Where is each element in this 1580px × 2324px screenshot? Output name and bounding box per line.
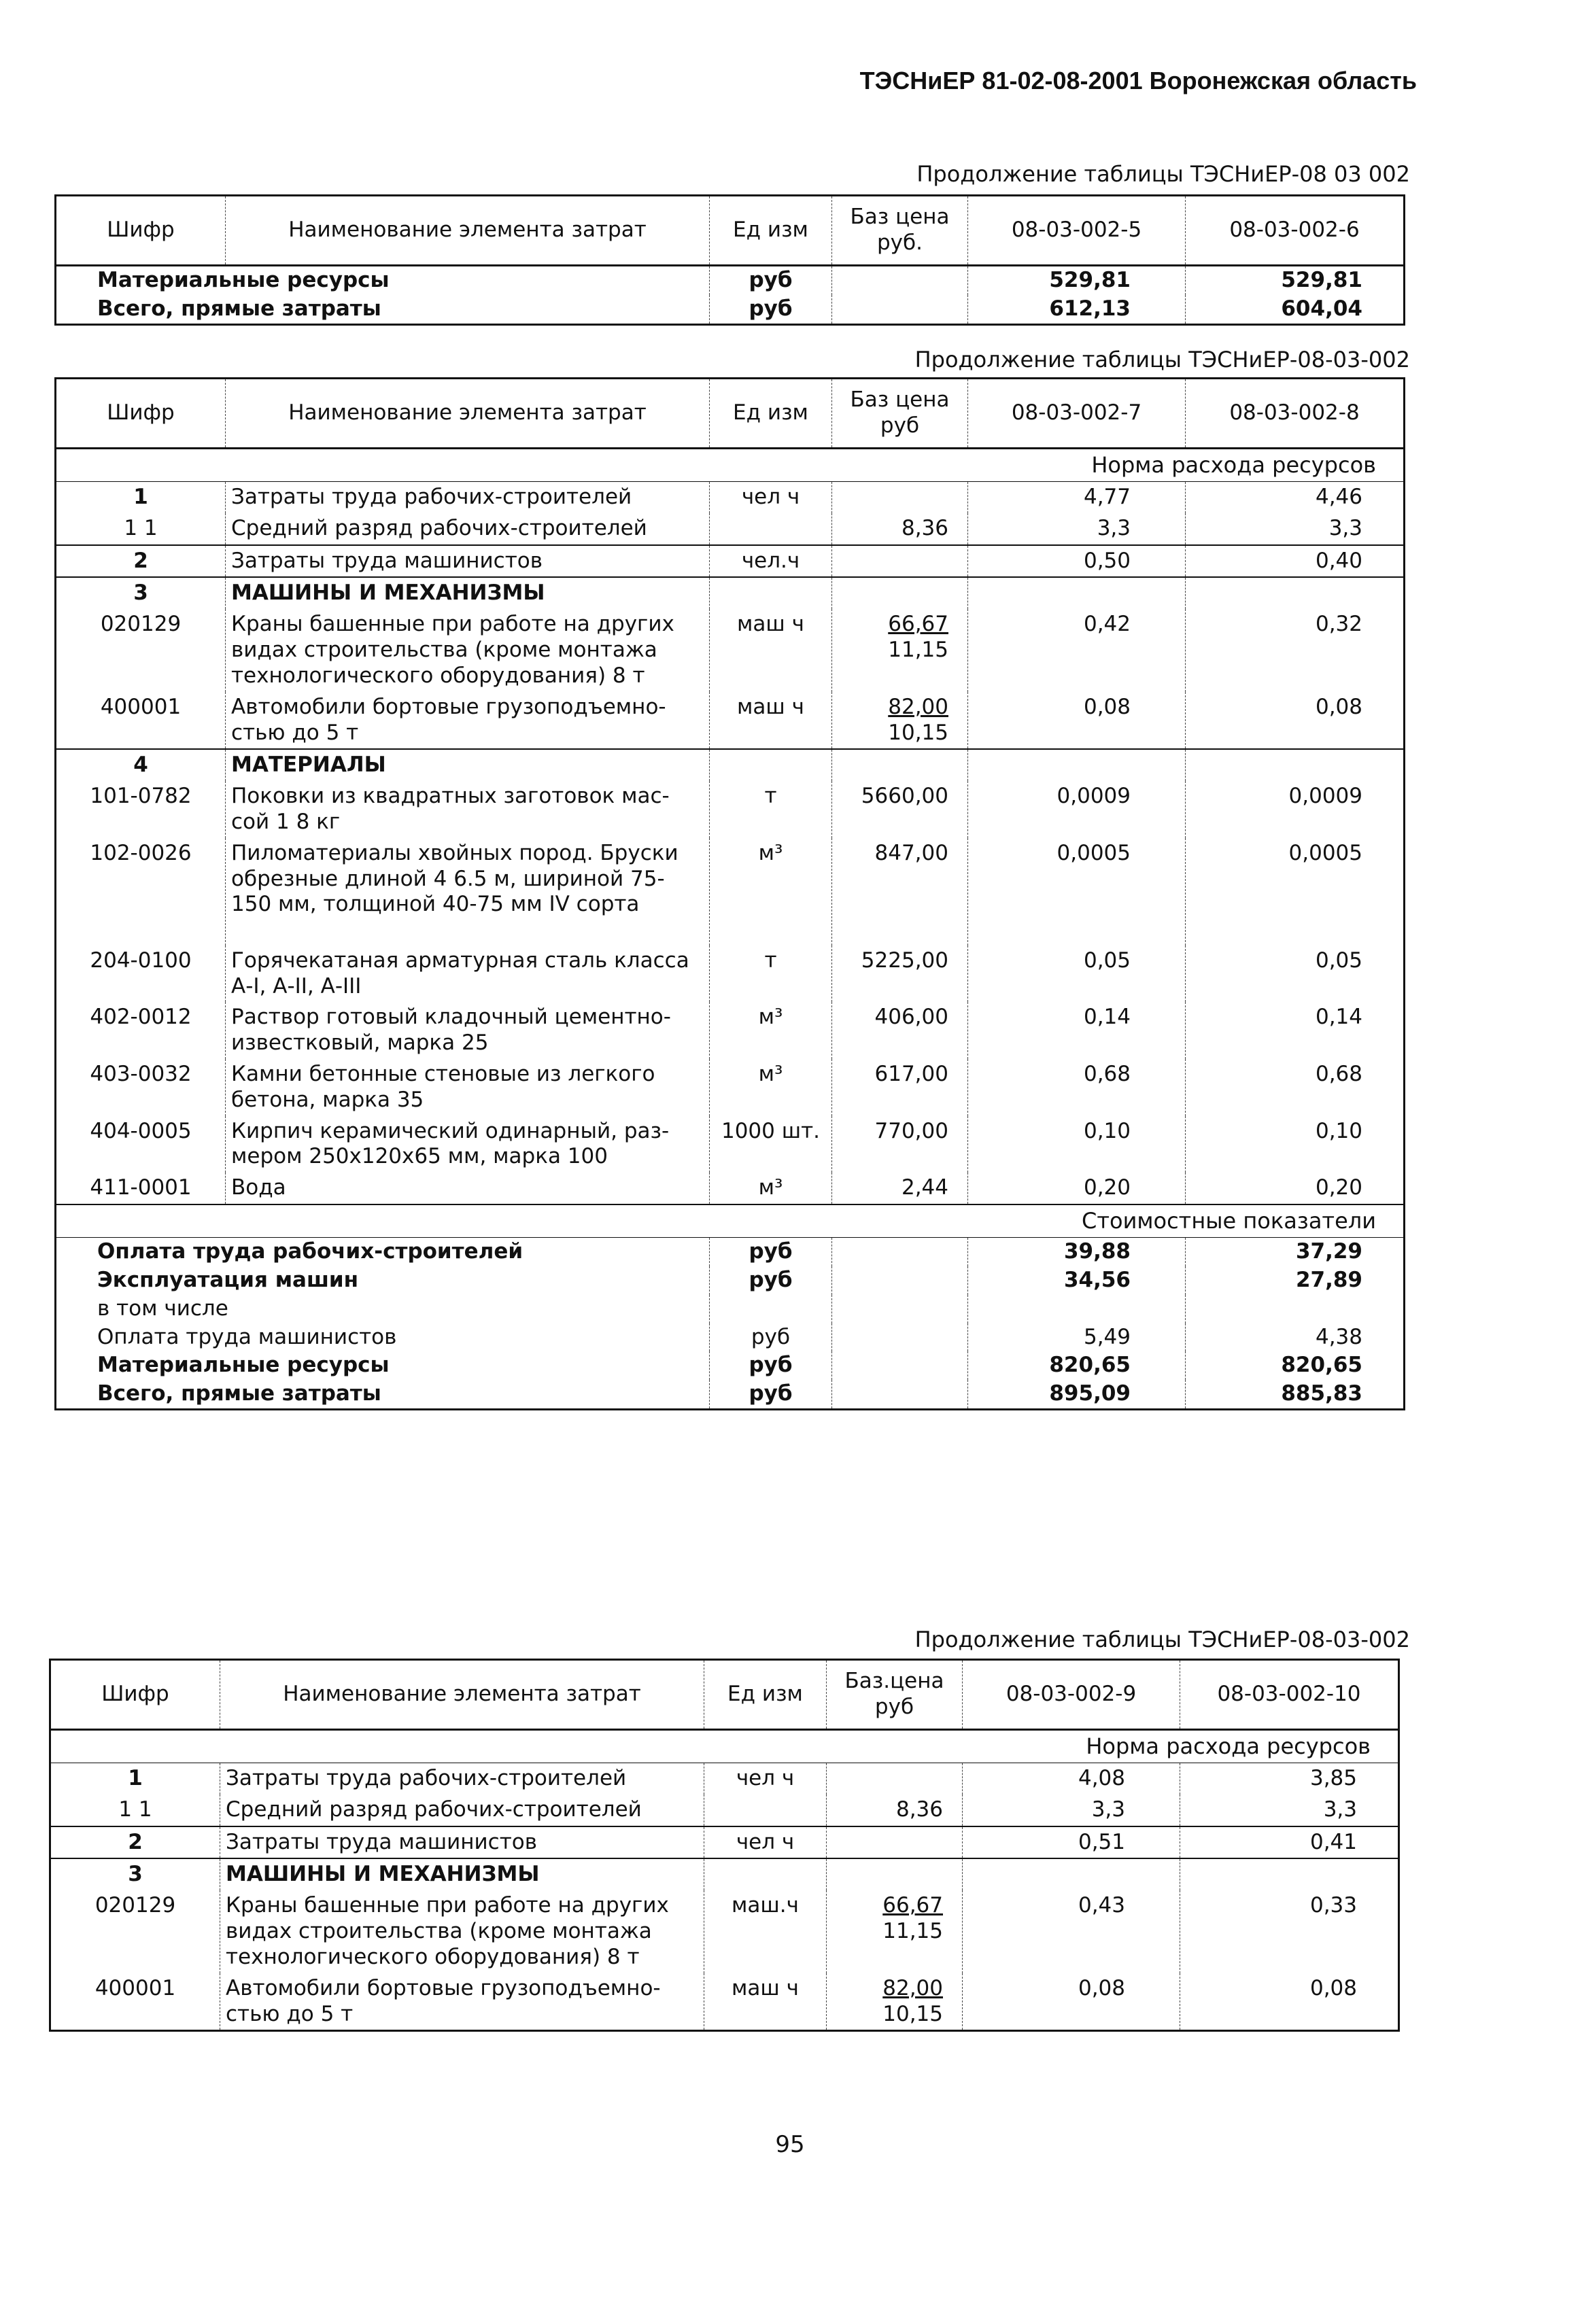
total-value-b: 27,89 [1186, 1266, 1405, 1295]
resource-value-b [1180, 1858, 1399, 1890]
resource-base-price: 2,44 [832, 1173, 968, 1204]
total-unit: руб [710, 1238, 832, 1266]
resource-base-price: 406,00 [832, 1002, 968, 1059]
total-base-price [832, 1266, 968, 1295]
total-value-a: 895,09 [968, 1380, 1186, 1409]
resource-value-b: 3,3 [1180, 1794, 1399, 1826]
price-wage-part: 11,15 [888, 638, 948, 663]
resource-base-price [832, 749, 968, 781]
column-header-base-price: Баз.цена руб [827, 1660, 963, 1730]
column-header-name: Наименование элемента затрат [226, 196, 710, 266]
resource-name: Краны башенные при работе на других видах строительства (кроме монтажа технологического оборудования) 8 т [226, 609, 710, 691]
resource-value-a: 0,10 [968, 1116, 1186, 1173]
table-continuation-caption: Продолжение таблицы ТЭСНиЕР-08-03-002 [914, 347, 1410, 372]
resource-row [56, 1059, 1405, 1116]
resource-value-b: 0,0005 [1186, 838, 1405, 946]
table-continuation-caption: Продолжение таблицы ТЭСНиЕР-08 03 002 [916, 161, 1410, 187]
table-continuation-caption: Продолжение таблицы ТЭСНиЕР-08-03-002 [914, 1627, 1410, 1652]
resource-value-a [963, 1858, 1180, 1890]
resource-unit: м³ [710, 1173, 832, 1204]
table-header-row [56, 196, 1405, 266]
resource-name: Кирпич керамический одинарный, раз-мером 250x120x65 мм, марка 100 [226, 1116, 710, 1173]
total-base-price [832, 1295, 968, 1323]
resource-unit: чел ч [710, 482, 832, 513]
resource-code: 204-0100 [90, 948, 192, 973]
resource-unit: м³ [710, 838, 832, 946]
resource-base-price [827, 1763, 963, 1794]
resource-unit: м³ [710, 1002, 832, 1059]
resource-row [56, 577, 1405, 609]
resource-unit: чел ч [704, 1763, 827, 1794]
resource-name: Поковки из квадратных заготовок мас-сой 1 8 кг [226, 781, 710, 838]
resource-value-a: 0,0009 [968, 781, 1186, 838]
price-wage-part: 11,15 [882, 1919, 943, 1944]
resource-unit: т [710, 946, 832, 1003]
resource-unit [704, 1794, 827, 1826]
norm-label-row [56, 449, 1405, 482]
total-name: Эксплуатация машин [97, 1267, 359, 1292]
resource-name: Затраты труда машинистов [226, 545, 710, 578]
resource-base-price: 8,36 [832, 513, 968, 545]
resource-value-a: 0,0005 [968, 838, 1186, 946]
column-header-unit: Ед изм [710, 196, 832, 266]
resource-base-price [832, 577, 968, 609]
resource-code: 4 [56, 749, 226, 781]
resource-code: 1 1 [124, 515, 158, 540]
resource-base-price: 5225,00 [832, 946, 968, 1003]
resource-value-a: 4,08 [963, 1763, 1180, 1794]
total-value-b [1186, 1295, 1405, 1323]
resource-base-price [832, 482, 968, 513]
total-name: Материальные ресурсы [97, 1353, 390, 1378]
resource-value-a: 3,3 [963, 1794, 1180, 1826]
resource-code: 402-0012 [90, 1005, 192, 1030]
total-value-a: 39,88 [968, 1238, 1186, 1266]
total-unit [710, 1295, 832, 1323]
total-name: Всего, прямые затраты [97, 1381, 381, 1406]
total-value-a: 5,49 [968, 1323, 1186, 1352]
resource-value-a: 0,51 [963, 1826, 1180, 1859]
resource-row [56, 838, 1405, 946]
resource-code: 102-0026 [90, 840, 192, 865]
resource-row [56, 482, 1405, 513]
resource-value-b: 4,46 [1186, 482, 1405, 513]
resource-value-a: 0,08 [968, 692, 1186, 750]
resource-row [56, 1116, 1405, 1173]
resource-row [50, 1858, 1399, 1890]
resource-value-b: 0,40 [1186, 545, 1405, 578]
resource-value-b: 0,41 [1180, 1826, 1399, 1859]
total-base-price [832, 1238, 968, 1266]
resource-code: 1 [133, 485, 148, 510]
resource-code: 101-0782 [90, 784, 192, 809]
total-value-b: 4,38 [1186, 1323, 1405, 1352]
resource-row [50, 1890, 1399, 1973]
resource-code: 1 1 [118, 1797, 152, 1822]
resource-name: Краны башенные при работе на других видах строительства (кроме монтажа технологического оборудования) 8 т [220, 1890, 704, 1973]
total-value-b: 604,04 [1186, 295, 1405, 324]
column-header-name: Наименование элемента затрат [220, 1660, 704, 1730]
resource-value-a: 0,05 [968, 946, 1186, 1003]
resource-name: Средний разряд рабочих-строителей [220, 1794, 704, 1826]
resource-value-b: 3,3 [1186, 513, 1405, 545]
total-value-b: 885,83 [1186, 1380, 1405, 1409]
resource-value-b: 0,14 [1186, 1002, 1405, 1059]
price-wage-part: 10,15 [888, 720, 948, 745]
resource-value-b: 0,0009 [1186, 781, 1405, 838]
resource-code: 3 [56, 577, 226, 609]
column-header-variant-a: 08-03-002-9 [963, 1660, 1180, 1730]
column-header-code: Шифр [56, 379, 226, 449]
resource-name: Затраты труда рабочих-строителей [226, 482, 710, 513]
total-base-price [832, 1380, 968, 1409]
resource-code: 2 [50, 1826, 220, 1859]
total-unit: руб [710, 1266, 832, 1295]
column-header-code: Шифр [56, 196, 226, 266]
resource-base-price: 5660,00 [832, 781, 968, 838]
price-wage-part: 10,15 [882, 2001, 943, 2026]
norm-label-row [50, 1730, 1399, 1763]
table-header-row [50, 1660, 1399, 1730]
price-main: 82,00 [888, 694, 948, 719]
document-header: ТЭСНиЕР 81-02-08-2001 Воронежская область [859, 67, 1417, 94]
resource-unit: м³ [710, 1059, 832, 1116]
resource-row [56, 749, 1405, 781]
column-header-code: Шифр [50, 1660, 220, 1730]
resource-value-a: 0,43 [963, 1890, 1180, 1973]
total-value-a: 34,56 [968, 1266, 1186, 1295]
resource-value-b [1186, 577, 1405, 609]
total-row [56, 266, 1405, 295]
column-header-variant-b: 08-03-002-6 [1186, 196, 1405, 266]
total-unit: руб [710, 1323, 832, 1352]
resource-name: Затраты труда рабочих-строителей [220, 1763, 704, 1794]
resource-code: 411-0001 [90, 1175, 192, 1200]
column-header-base-price: Баз цена руб. [832, 196, 968, 266]
resource-value-a: 0,08 [963, 1973, 1180, 2031]
price-main: 82,00 [882, 1975, 943, 2000]
resource-unit: чел ч [704, 1826, 827, 1859]
resource-code: 2 [56, 545, 226, 578]
resource-code: 1 [128, 1766, 143, 1791]
resource-base-price [827, 1973, 963, 2031]
resource-code: 3 [50, 1858, 220, 1890]
resource-base-price: 770,00 [832, 1116, 968, 1173]
total-value-a: 529,81 [968, 266, 1186, 295]
resource-value-b: 0,68 [1186, 1059, 1405, 1116]
column-header-variant-b: 08-03-002-10 [1180, 1660, 1399, 1730]
resource-value-a: 0,50 [968, 545, 1186, 578]
resource-name: МАТЕРИАЛЫ [226, 749, 710, 781]
resource-value-b: 0,10 [1186, 1116, 1405, 1173]
resource-row [56, 1002, 1405, 1059]
resource-value-a: 0,14 [968, 1002, 1186, 1059]
total-row [56, 1266, 1405, 1295]
resource-name: Раствор готовый кладочный цементно-известковый, марка 25 [226, 1002, 710, 1059]
norm-label: Норма расхода ресурсов [56, 449, 1405, 482]
resource-row [56, 545, 1405, 578]
resource-row [56, 946, 1405, 1003]
total-row [56, 1238, 1405, 1266]
resource-unit: чел.ч [710, 545, 832, 578]
cost-label: Стоимостные показатели [56, 1204, 1405, 1238]
resource-name: Горячекатаная арматурная сталь класса А-I, А-II, А-III [226, 946, 710, 1003]
resource-row [56, 513, 1405, 545]
column-header-variant-a: 08-03-002-5 [968, 196, 1186, 266]
resource-row [56, 1173, 1405, 1204]
total-value-a: 612,13 [968, 295, 1186, 324]
resource-code: 020129 [95, 1893, 176, 1918]
resource-base-price: 617,00 [832, 1059, 968, 1116]
resource-code: 404-0005 [90, 1118, 192, 1143]
column-header-variant-a: 08-03-002-7 [968, 379, 1186, 449]
resource-base-price [827, 1858, 963, 1890]
resource-value-b: 0,20 [1186, 1173, 1405, 1204]
price-main: 66,67 [882, 1893, 943, 1918]
total-name: Материальные ресурсы [56, 266, 710, 295]
resource-base-price [827, 1826, 963, 1859]
resource-row [56, 609, 1405, 691]
resource-value-b: 0,08 [1180, 1973, 1399, 2031]
resource-row [50, 1973, 1399, 2031]
resource-name: Затраты труда машинистов [220, 1826, 704, 1859]
total-unit: руб [710, 295, 832, 324]
total-unit: руб [710, 266, 832, 295]
resource-unit: т [710, 781, 832, 838]
resource-unit: 1000 шт. [710, 1116, 832, 1173]
total-value-a [968, 1295, 1186, 1323]
resource-unit: маш ч [710, 692, 832, 750]
total-row [56, 295, 1405, 324]
resource-name: Вода [226, 1173, 710, 1204]
total-unit: руб [710, 1380, 832, 1409]
column-header-base-price: Баз цена руб [832, 379, 968, 449]
resource-value-b: 0,32 [1186, 609, 1405, 691]
resource-value-b: 0,33 [1180, 1890, 1399, 1973]
total-row [56, 1380, 1405, 1409]
resource-unit: маш ч [710, 609, 832, 691]
resource-row [56, 692, 1405, 750]
resource-table-1 [54, 194, 1405, 326]
resource-value-a: 0,20 [968, 1173, 1186, 1204]
total-name: Оплата труда машинистов [97, 1324, 397, 1349]
column-header-unit: Ед изм [710, 379, 832, 449]
total-value-b: 529,81 [1186, 266, 1405, 295]
resource-unit [704, 1858, 827, 1890]
resource-base-price: 8,36 [827, 1794, 963, 1826]
resource-unit [710, 577, 832, 609]
total-base-price [832, 295, 968, 324]
resource-base-price [832, 692, 968, 750]
total-name: Оплата труда рабочих-строителей [97, 1239, 523, 1264]
total-value-b: 820,65 [1186, 1351, 1405, 1380]
resource-row [50, 1763, 1399, 1794]
resource-value-b: 3,85 [1180, 1763, 1399, 1794]
total-row [56, 1351, 1405, 1380]
resource-base-price [832, 609, 968, 691]
resource-value-b: 0,08 [1186, 692, 1405, 750]
resource-name: МАШИНЫ И МЕХАНИЗМЫ [226, 577, 710, 609]
resource-value-a: 0,68 [968, 1059, 1186, 1116]
resource-row [56, 781, 1405, 838]
resource-name: Пиломатериалы хвойных пород. Бруски обрезные длиной 4 6.5 м, шириной 75-150 мм, толщиной 40-75 мм IV сорта [226, 838, 710, 946]
resource-name: Средний разряд рабочих-строителей [226, 513, 710, 545]
resource-code: 403-0032 [90, 1062, 192, 1087]
resource-code: 400001 [95, 1975, 176, 2000]
norm-label: Норма расхода ресурсов [50, 1730, 1399, 1763]
resource-value-a: 0,42 [968, 609, 1186, 691]
total-base-price [832, 1323, 968, 1352]
column-header-unit: Ед изм [704, 1660, 827, 1730]
resource-unit: маш ч [704, 1973, 827, 2031]
resource-value-a: 3,3 [968, 513, 1186, 545]
resource-value-b: 0,05 [1186, 946, 1405, 1003]
resource-value-a: 4,77 [968, 482, 1186, 513]
resource-name: Автомобили бортовые грузоподъемно-стью до 5 т [226, 692, 710, 750]
resource-value-a [968, 577, 1186, 609]
resource-value-b [1186, 749, 1405, 781]
total-unit: руб [710, 1351, 832, 1380]
total-row [56, 1295, 1405, 1323]
total-base-price [832, 266, 968, 295]
resource-name: МАШИНЫ И МЕХАНИЗМЫ [220, 1858, 704, 1890]
total-name: в том числе [97, 1296, 228, 1321]
resource-table-2 [54, 377, 1405, 1410]
resource-unit: маш.ч [704, 1890, 827, 1973]
column-header-variant-b: 08-03-002-8 [1186, 379, 1405, 449]
resource-row [50, 1794, 1399, 1826]
resource-base-price [832, 545, 968, 578]
resource-name: Автомобили бортовые грузоподъемно-стью до 5 т [220, 1973, 704, 2031]
column-header-name: Наименование элемента затрат [226, 379, 710, 449]
total-value-a: 820,65 [968, 1351, 1186, 1380]
total-name: Всего, прямые затраты [97, 296, 381, 321]
resource-base-price: 847,00 [832, 838, 968, 946]
resource-unit [710, 513, 832, 545]
cost-label-row [56, 1204, 1405, 1238]
resource-base-price [827, 1890, 963, 1973]
resource-name: Камни бетонные стеновые из легкого бетона, марка 35 [226, 1059, 710, 1116]
resource-row [50, 1826, 1399, 1859]
total-value-b: 37,29 [1186, 1238, 1405, 1266]
page-number: 95 [775, 2131, 805, 2158]
resource-code: 020129 [100, 612, 182, 637]
resource-unit [710, 749, 832, 781]
total-row [56, 1323, 1405, 1352]
resource-table-3 [49, 1659, 1400, 2032]
price-main: 66,67 [888, 612, 948, 637]
resource-code: 400001 [100, 694, 182, 719]
table-header-row [56, 379, 1405, 449]
total-base-price [832, 1351, 968, 1380]
resource-value-a [968, 749, 1186, 781]
